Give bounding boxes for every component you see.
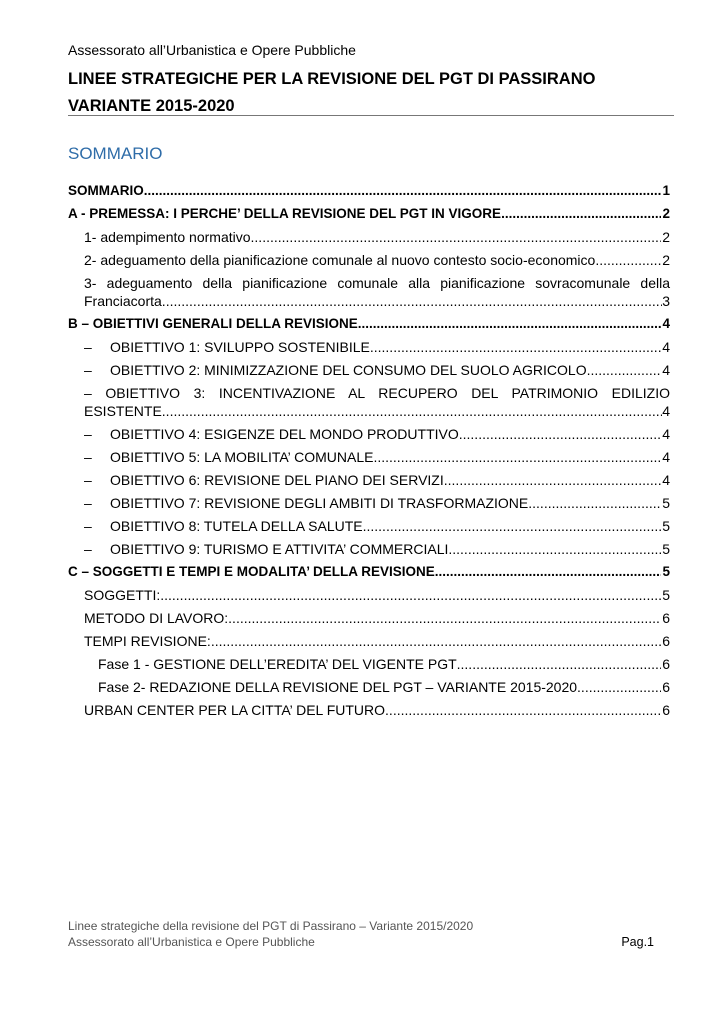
toc-entry-fase-1[interactable] [68,655,670,673]
toc-entry-page: 5 [662,564,670,579]
toc-entry-page: 3 [662,293,670,309]
toc-entry-dash: – [84,518,92,534]
toc-entry-section-c[interactable] [68,563,670,581]
toc-entry-metodo-di-lavoro[interactable] [68,609,670,627]
footer-line-2: Assessorato all’Urbanistica e Opere Pubbliche [68,935,315,949]
toc-entry-label: OBIETTIVO 2: MINIMIZZAZIONE DEL CONSUMO DEL SUOLO AGRICOLO [110,362,587,378]
title-line-2: VARIANTE 2015-2020 [68,97,235,115]
toc-entry-page: 4 [662,362,670,378]
toc-entry-a1[interactable] [68,228,670,246]
toc-entry-obiettivo-7[interactable] [68,494,670,512]
toc-entry-page: 6 [662,679,670,695]
toc-entry-label-line-1: – OBIETTIVO 3: INCENTIVAZIONE AL RECUPERO DEL PATRIMONIO EDILIZIO [84,385,670,401]
footer-line-1: Linee strategiche della revisione del PGT di Passirano – Variante 2015/2020 [68,919,474,933]
toc-entry-page: 4 [662,316,670,331]
toc-entry-dash: – [84,472,92,488]
toc-entry-label: OBIETTIVO 7: REVISIONE DEGLI AMBITI DI TRASFORMAZIONE [110,495,529,511]
toc-entry-label: OBIETTIVO 9: TURISMO E ATTIVITA’ COMMERCIALI [110,541,449,557]
toc-entry-fase-2[interactable] [68,678,670,696]
toc-entry-obiettivo-5[interactable] [68,448,670,466]
toc-entry-label: A - PREMESSA: I PERCHE’ DELLA REVISIONE DEL PGT IN VIGORE [68,206,502,221]
toc-entry-label: URBAN CENTER PER LA CITTA’ DEL FUTURO [84,702,386,718]
toc-entry-label: B – OBIETTIVI GENERALI DELLA REVISIONE [68,316,358,331]
toc-entry-page: 6 [662,656,670,672]
toc-entry-obiettivo-6[interactable] [68,471,670,489]
toc-entry-label: Fase 2- REDAZIONE DELLA REVISIONE DEL PGT – VARIANTE 2015-2020 [98,679,578,695]
toc-entry-tempi-revisione[interactable] [68,632,670,650]
toc-entry-page: 5 [662,495,670,511]
toc-entry-obiettivo-3[interactable] [68,384,670,420]
toc-entry-section-b[interactable] [68,315,670,333]
toc-entry-a2[interactable] [68,251,670,269]
toc-entry-section-a[interactable] [68,205,670,223]
toc-entry-label-line-2: Franciacorta. [84,293,166,309]
toc-entry-label: C – SOGGETTI E TEMPI E MODALITA’ DELLA REVISIONE [68,564,435,579]
toc-heading: SOMMARIO [68,144,163,163]
toc-entry-label: TEMPI REVISIONE: [84,633,211,649]
table-of-contents [68,182,670,724]
toc-entry-page: 4 [662,403,670,419]
toc-entry-label-line-2: ESISTENTE [84,403,162,419]
toc-entry-dash: – [84,541,92,557]
toc-entry-label: OBIETTIVO 6: REVISIONE DEL PIANO DEI SERVIZI [110,472,444,488]
document-subtitle: Assessorato all’Urbanistica e Opere Pubbliche [68,42,356,58]
title-divider [68,115,674,116]
toc-entry-soggetti[interactable] [68,586,670,604]
toc-entry-dash: – [84,449,92,465]
page-number: Pag.1 [621,935,654,949]
page-footer [68,918,654,950]
title-line-1: LINEE STRATEGICHE PER LA REVISIONE DEL PGT DI PASSIRANO [68,70,596,88]
toc-entry-dash: – [84,362,92,378]
toc-entry-label: SOGGETTI: [84,587,161,603]
toc-entry-page: 4 [662,449,670,465]
toc-entry-label: 2- adeguamento della pianificazione comunale al nuovo contesto socio-economico [84,252,596,268]
toc-entry-a3[interactable] [68,274,670,310]
toc-entry-page: 4 [662,339,670,355]
toc-entry-page: 6 [662,610,670,626]
toc-entry-label: OBIETTIVO 4: ESIGENZE DEL MONDO PRODUTTIVO [110,426,459,442]
toc-entry-urban-center[interactable] [68,701,670,719]
toc-entry-page: 1 [662,183,670,198]
toc-entry-obiettivo-9[interactable] [68,540,670,558]
toc-entry-page: 2 [662,206,670,221]
toc-entry-obiettivo-2[interactable] [68,361,670,379]
toc-entry-page: 4 [662,472,670,488]
toc-entry-obiettivo-4[interactable] [68,425,670,443]
toc-entry-obiettivo-1[interactable] [68,338,670,356]
toc-entry-label: METODO DI LAVORO: [84,610,229,626]
toc-entry-sommario[interactable] [68,182,670,200]
toc-entry-page: 5 [662,518,670,534]
toc-entry-dash: – [84,495,92,511]
toc-entry-label-line-1: 3- adeguamento della pianificazione comunale alla pianificazione sovracomunale della [84,275,670,291]
toc-entry-page: 5 [662,541,670,557]
toc-entry-label: OBIETTIVO 1: SVILUPPO SOSTENIBILE [110,339,370,355]
toc-entry-page: 5 [662,587,670,603]
toc-entry-label: OBIETTIVO 8: TUTELA DELLA SALUTE. [110,518,367,534]
document-title [68,66,595,120]
toc-entry-dash: – [84,426,92,442]
toc-entry-label: OBIETTIVO 5: LA MOBILITA’ COMUNALE [110,449,374,465]
toc-entry-label: Fase 1 - GESTIONE DELL’EREDITA’ DEL VIGENTE PGT [98,656,457,672]
toc-entry-label: 1- adempimento normativo [84,229,251,245]
toc-entry-page: 6 [662,702,670,718]
toc-entry-dash: – [84,339,92,355]
toc-entry-page: 6 [662,633,670,649]
toc-entry-obiettivo-8[interactable] [68,517,670,535]
toc-entry-page: 2 [662,229,670,245]
toc-entry-page: 4 [662,426,670,442]
toc-entry-page: 2 [662,252,670,268]
toc-entry-label: SOMMARIO [68,183,144,198]
